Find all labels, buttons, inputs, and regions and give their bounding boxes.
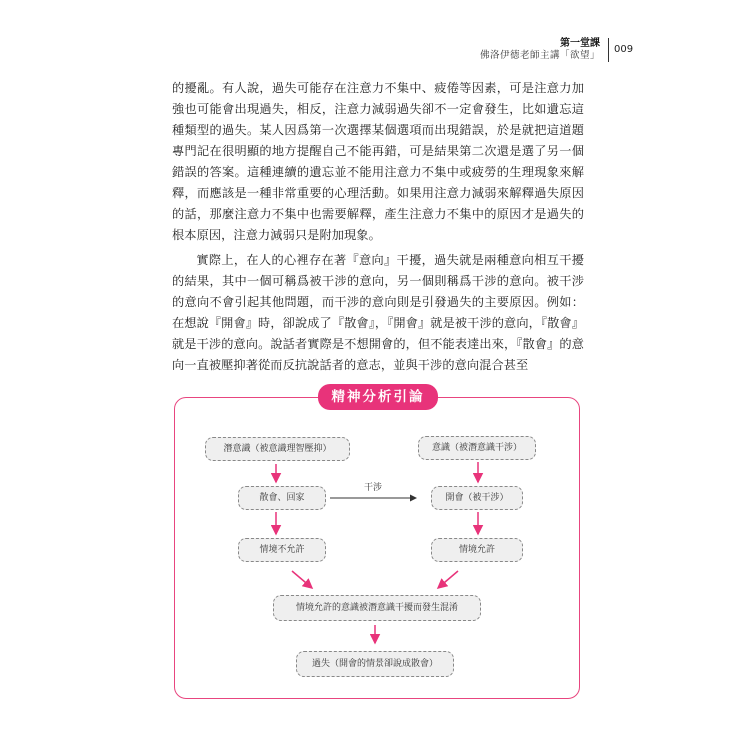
node-conscious: 意識（被潛意識干涉） xyxy=(418,436,536,460)
node-situation-not-allowed: 情境不允許 xyxy=(238,538,326,562)
arrow-right-to-merge xyxy=(438,571,458,588)
edge-label-interference: 干涉 xyxy=(364,483,383,493)
header-subtitle: 佛洛伊德老師主講「欲望」 xyxy=(479,50,600,61)
node-confusion: 情境允許的意識被潛意識干擾而發生混淆 xyxy=(273,595,481,621)
node-adjourn: 散會、回家 xyxy=(238,486,326,510)
node-slip-result: 過失（開會的情景卻說成散會） xyxy=(296,651,454,677)
paragraph: 實際上，在人的心裡存在著『意向』干擾，過失就是兩種意向相互干擾的結果，其中一個可稱爲被干涉的意向，另一個則稱爲干涉的意向。被干涉的意向不會引起其他問題，而干涉的意向則是引發過失的主要原因。例如：在想說『開會』時，卻說成了『散會』，『開會』就是被干涉的意向，『散會』就是干涉的意向。說話者實際是不想開會的，但不能表達出來，『散會』的意向一直被壓抑著從而反抗說話者的意志，並與干涉的意向混合甚至 xyxy=(172,253,584,372)
node-meeting: 開會（被干涉） xyxy=(431,486,523,510)
diagram-title: 精神分析引論 xyxy=(318,384,438,410)
page-number: 009 xyxy=(614,44,634,55)
arrow-left-to-merge xyxy=(292,571,312,588)
paragraph: 的擾亂。有人說，過失可能存在注意力不集中、疲倦等因素，可是注意力加強也可能會出現過失，相反，注意力減弱過失卻不一定會發生，比如遺忘這種類型的過失。某人因爲第一次選擇某個選項而出現錯誤，於是就把這道題專門記在很明顯的地方提醒自己不能再錯，可是結果第二次還是選了另一個錯誤的答案。這種連續的遺忘並不能用注意力不集中或疲勞的生理現象來解釋，而應該是一種非常重要的心理活動。如果用注意力減弱來解釋過失原因的話，那麼注意力不集中也需要解釋，產生注意力不集中的原因才是過失的根本原因，注意力減弱只是附加現象。 xyxy=(172,81,584,242)
node-subconscious: 潛意識（被意識理智壓抑） xyxy=(205,437,350,461)
header-lesson: 第一堂課 xyxy=(560,38,600,49)
node-situation-allowed: 情境允許 xyxy=(431,538,523,562)
